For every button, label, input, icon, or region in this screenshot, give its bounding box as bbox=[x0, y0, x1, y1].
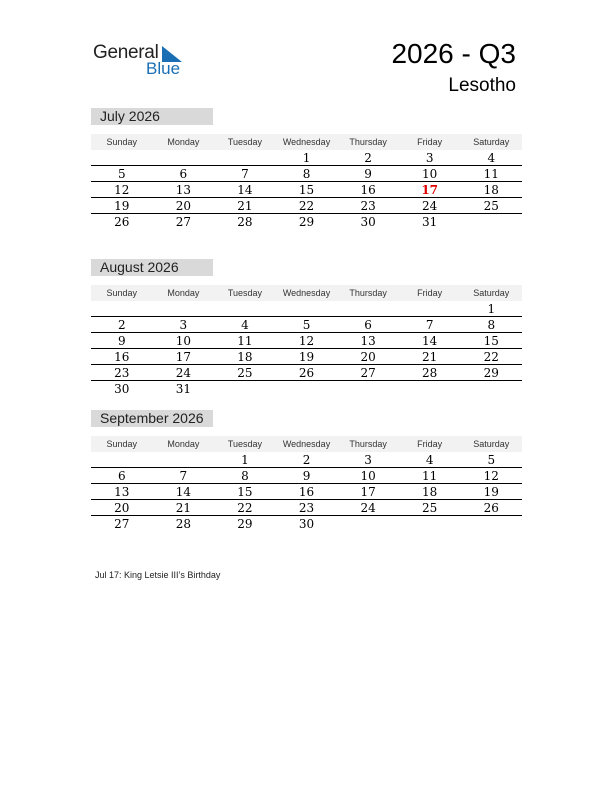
day-cell: 18 bbox=[483, 183, 499, 197]
day-cell: 7 bbox=[241, 167, 249, 181]
day-cell: 17 bbox=[360, 485, 376, 499]
day-cell: 31 bbox=[422, 215, 438, 229]
month-grid bbox=[91, 150, 522, 230]
day-cell: 12 bbox=[483, 469, 499, 483]
day-cell: 23 bbox=[114, 366, 130, 380]
day-cell: 16 bbox=[360, 183, 376, 197]
day-cell: 30 bbox=[114, 382, 130, 396]
day-cell: 30 bbox=[360, 215, 376, 229]
week-row bbox=[91, 182, 522, 198]
day-cell: 3 bbox=[179, 318, 188, 332]
day-cell bbox=[214, 301, 276, 316]
day-cell: 24 bbox=[175, 366, 191, 380]
day-cell: 7 bbox=[425, 318, 434, 332]
day-cell: 23 bbox=[298, 501, 315, 515]
day-cell: 28 bbox=[237, 215, 253, 229]
weekday-label: Monday bbox=[167, 137, 200, 147]
weekday-label: Sunday bbox=[106, 288, 138, 298]
day-cell: 7 bbox=[179, 469, 188, 483]
day-cell bbox=[153, 150, 215, 165]
week-row bbox=[91, 484, 522, 500]
holiday-day-cell: 17 bbox=[421, 183, 439, 197]
month-title: September 2026 bbox=[91, 410, 213, 427]
day-cell: 8 bbox=[487, 318, 496, 332]
day-cell: 1 bbox=[302, 151, 311, 165]
day-cell: 31 bbox=[175, 382, 191, 396]
day-cell bbox=[91, 452, 153, 467]
day-cell bbox=[337, 381, 399, 397]
month-grid bbox=[91, 301, 522, 397]
weekday-label: Tuesday bbox=[227, 288, 263, 298]
day-cell: 20 bbox=[175, 199, 191, 213]
day-cell bbox=[460, 381, 522, 397]
day-cell: 24 bbox=[360, 501, 376, 515]
day-cell: 2 bbox=[117, 318, 126, 332]
week-row bbox=[91, 301, 522, 317]
day-cell: 27 bbox=[114, 517, 130, 531]
day-cell: 26 bbox=[298, 366, 315, 380]
day-cell: 16 bbox=[298, 485, 315, 499]
week-row bbox=[91, 317, 522, 333]
month-july bbox=[91, 108, 522, 230]
holiday-note: Jul 17: King Letsie III’s Birthday bbox=[95, 570, 221, 580]
day-cell bbox=[399, 516, 461, 532]
day-cell: 22 bbox=[298, 199, 315, 213]
month-title: July 2026 bbox=[91, 108, 213, 125]
day-cell: 19 bbox=[114, 199, 130, 213]
day-cell: 29 bbox=[298, 215, 315, 229]
logo bbox=[93, 40, 193, 80]
day-cell: 30 bbox=[298, 517, 315, 531]
month-august bbox=[91, 259, 522, 397]
day-cell: 25 bbox=[237, 366, 253, 380]
day-cell bbox=[399, 301, 461, 316]
weekday-label: Tuesday bbox=[227, 439, 263, 449]
day-cell bbox=[214, 150, 276, 165]
weekday-label: Thursday bbox=[349, 439, 387, 449]
day-cell: 16 bbox=[114, 350, 130, 364]
day-cell bbox=[153, 301, 215, 316]
day-cell: 12 bbox=[298, 334, 315, 348]
day-cell: 21 bbox=[175, 501, 191, 515]
week-row bbox=[91, 166, 522, 182]
day-cell: 3 bbox=[364, 453, 372, 467]
day-cell: 4 bbox=[487, 151, 496, 165]
page-title: 2026 - Q3 bbox=[391, 38, 516, 69]
day-cell: 6 bbox=[179, 167, 188, 181]
day-cell: 14 bbox=[175, 485, 191, 499]
day-cell: 1 bbox=[241, 453, 249, 467]
weekday-label: Wednesday bbox=[282, 439, 331, 449]
weekday-label: Monday bbox=[167, 439, 200, 449]
day-cell bbox=[276, 301, 338, 316]
day-cell: 26 bbox=[114, 215, 130, 229]
week-row bbox=[91, 452, 522, 468]
day-cell: 20 bbox=[360, 350, 376, 364]
day-cell: 9 bbox=[364, 167, 372, 181]
day-cell: 18 bbox=[422, 485, 438, 499]
day-cell: 11 bbox=[483, 167, 499, 181]
day-cell: 10 bbox=[422, 167, 438, 181]
weekday-label: Wednesday bbox=[282, 137, 331, 147]
day-cell: 29 bbox=[237, 517, 253, 531]
day-cell: 8 bbox=[302, 167, 311, 181]
week-row bbox=[91, 214, 522, 230]
day-cell: 28 bbox=[422, 366, 438, 380]
day-cell: 10 bbox=[360, 469, 376, 483]
weekday-header bbox=[91, 436, 522, 452]
day-cell: 15 bbox=[483, 334, 499, 348]
day-cell: 21 bbox=[422, 350, 438, 364]
day-cell: 17 bbox=[175, 350, 191, 364]
day-cell: 3 bbox=[425, 151, 434, 165]
day-cell: 8 bbox=[241, 469, 249, 483]
day-cell: 12 bbox=[114, 183, 130, 197]
week-row bbox=[91, 150, 522, 166]
day-cell: 5 bbox=[487, 453, 496, 467]
day-cell: 26 bbox=[483, 501, 499, 515]
day-cell: 6 bbox=[364, 318, 372, 332]
day-cell: 25 bbox=[483, 199, 499, 213]
day-cell: 15 bbox=[237, 485, 253, 499]
week-row bbox=[91, 381, 522, 397]
day-cell: 2 bbox=[302, 453, 311, 467]
week-row bbox=[91, 468, 522, 484]
weekday-label: Saturday bbox=[473, 137, 510, 147]
day-cell bbox=[337, 516, 399, 532]
day-cell bbox=[460, 516, 522, 532]
day-cell bbox=[276, 381, 338, 397]
day-cell: 4 bbox=[241, 318, 249, 332]
day-cell: 6 bbox=[117, 469, 126, 483]
day-cell: 25 bbox=[422, 501, 438, 515]
logo-blue-text: Blue bbox=[146, 59, 181, 78]
day-cell bbox=[91, 301, 153, 316]
day-cell: 11 bbox=[422, 469, 438, 483]
day-cell: 11 bbox=[237, 334, 253, 348]
weekday-label: Monday bbox=[167, 288, 200, 298]
weekday-header bbox=[91, 134, 522, 150]
day-cell: 4 bbox=[425, 453, 434, 467]
day-cell: 18 bbox=[237, 350, 253, 364]
weekday-label: Saturday bbox=[473, 439, 510, 449]
week-row bbox=[91, 198, 522, 214]
week-row bbox=[91, 500, 522, 516]
day-cell: 24 bbox=[422, 199, 438, 213]
day-cell: 9 bbox=[117, 334, 126, 348]
weekday-label: Friday bbox=[417, 288, 443, 298]
day-cell: 27 bbox=[175, 215, 191, 229]
day-cell: 21 bbox=[237, 199, 253, 213]
logo-general-text: General bbox=[93, 42, 159, 63]
day-cell: 10 bbox=[175, 334, 191, 348]
day-cell: 27 bbox=[360, 366, 376, 380]
day-cell bbox=[91, 150, 153, 165]
week-row bbox=[91, 333, 522, 349]
weekday-label: Sunday bbox=[106, 137, 138, 147]
day-cell: 9 bbox=[302, 469, 311, 483]
weekday-label: Tuesday bbox=[227, 137, 263, 147]
weekday-label: Friday bbox=[417, 137, 443, 147]
day-cell: 19 bbox=[298, 350, 315, 364]
day-cell bbox=[337, 301, 399, 316]
day-cell: 28 bbox=[175, 517, 191, 531]
month-september bbox=[91, 410, 522, 532]
day-cell: 29 bbox=[483, 366, 499, 380]
weekday-label: Wednesday bbox=[282, 288, 331, 298]
day-cell: 15 bbox=[298, 183, 315, 197]
day-cell bbox=[153, 452, 215, 467]
day-cell: 13 bbox=[114, 485, 130, 499]
week-row bbox=[91, 516, 522, 532]
month-title: August 2026 bbox=[91, 259, 213, 276]
day-cell: 14 bbox=[422, 334, 438, 348]
country-name: Lesotho bbox=[448, 75, 516, 96]
day-cell: 13 bbox=[360, 334, 376, 348]
day-cell: 2 bbox=[364, 151, 372, 165]
day-cell: 13 bbox=[175, 183, 191, 197]
week-row bbox=[91, 365, 522, 381]
weekday-label: Thursday bbox=[349, 288, 387, 298]
day-cell: 23 bbox=[360, 199, 376, 213]
day-cell: 20 bbox=[114, 501, 130, 515]
day-cell: 19 bbox=[483, 485, 499, 499]
day-cell bbox=[214, 381, 276, 397]
month-grid bbox=[91, 452, 522, 532]
weekday-label: Friday bbox=[417, 439, 443, 449]
weekday-label: Saturday bbox=[473, 288, 510, 298]
day-cell bbox=[460, 214, 522, 230]
day-cell: 22 bbox=[483, 350, 499, 364]
day-cell: 1 bbox=[487, 302, 496, 316]
day-cell: 22 bbox=[237, 501, 253, 515]
day-cell bbox=[399, 381, 461, 397]
weekday-label: Thursday bbox=[349, 137, 387, 147]
weekday-label: Sunday bbox=[106, 439, 138, 449]
week-row bbox=[91, 349, 522, 365]
day-cell: 14 bbox=[237, 183, 253, 197]
day-cell: 5 bbox=[117, 167, 126, 181]
weekday-header bbox=[91, 285, 522, 301]
day-cell: 5 bbox=[302, 318, 311, 332]
